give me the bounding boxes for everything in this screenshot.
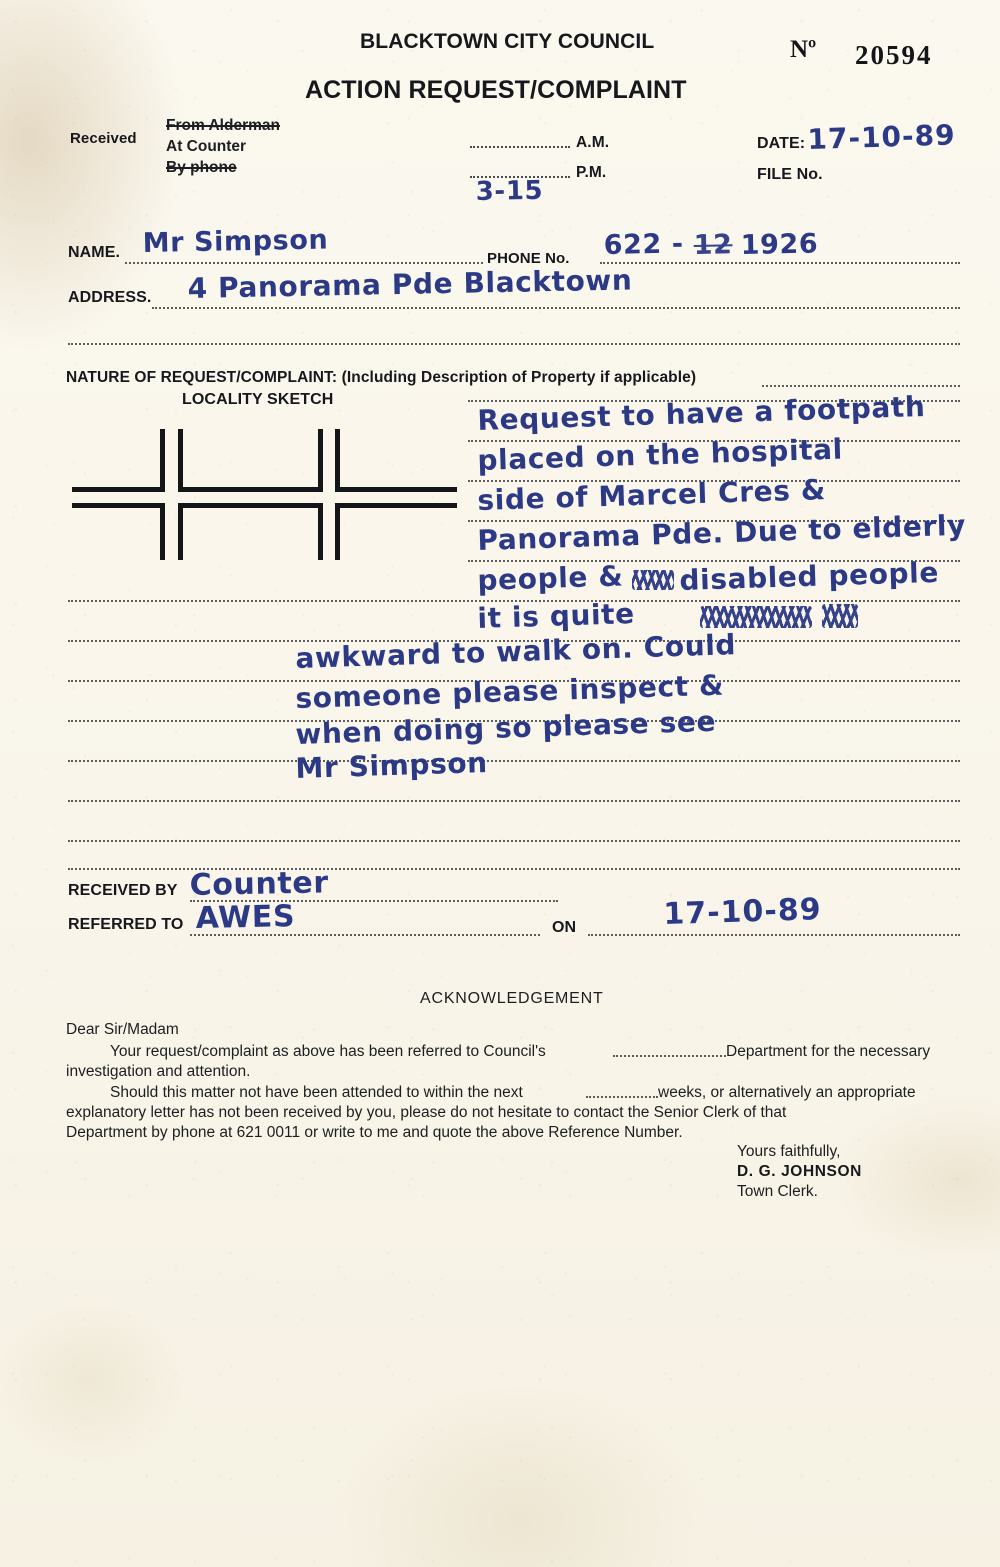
acknowledgement-heading: ACKNOWLEDGEMENT: [420, 990, 604, 1007]
phone-label: PHONE No.: [487, 250, 570, 267]
name-dotted-line: [125, 262, 483, 264]
ack-para2-part-d: Department by phone at 621 0011 or write to me and quote the above Reference Number.: [66, 1124, 683, 1141]
ack-para2-part-c: explanatory letter has not been received by you, please do not hesitate to contact the Senior Clerk of that: [66, 1104, 787, 1121]
address-value[interactable]: 4 Panorama Pde Blacktown: [187, 263, 633, 305]
address-label: ADDRESS.: [68, 289, 152, 306]
phone-value[interactable]: 622 -: [603, 228, 684, 261]
complaint-line-2[interactable]: placed on the hospital: [476, 432, 844, 477]
ack-para2-part-a: Should this matter not have been attended to within the next: [110, 1084, 523, 1101]
complaint-line-10[interactable]: Mr Simpson: [294, 745, 489, 785]
locality-sketch-label: LOCALITY SKETCH: [182, 391, 334, 408]
received-option-at-counter[interactable]: At Counter: [166, 138, 247, 155]
body-rule-11: [68, 840, 960, 842]
ack-para1-part-c: investigation and attention.: [66, 1063, 251, 1080]
body-rule-10: [68, 800, 960, 802]
ack-weeks-blank[interactable]: [586, 1096, 658, 1098]
phone-dotted-line: [600, 262, 960, 264]
nature-heading-dotted-line: [762, 385, 960, 387]
phone-value-corrected[interactable]: 1926: [740, 228, 819, 261]
complaint-line-3[interactable]: side of Marcel Cres &: [476, 473, 827, 517]
locality-sketch[interactable]: [70, 415, 460, 560]
complaint-line-8[interactable]: someone please inspect &: [294, 668, 725, 715]
am-label: A.M.: [576, 134, 610, 151]
signoff-line: Yours faithfully,: [737, 1143, 841, 1160]
signer-title: Town Clerk.: [737, 1183, 818, 1200]
crossed-out-word-2: [700, 606, 812, 628]
pm-label: P.M.: [576, 164, 607, 181]
complaint-line-4[interactable]: Panorama Pde. Due to elderly: [476, 508, 967, 557]
ack-para2-part-b: weeks, or alternatively an appropriate: [658, 1084, 916, 1101]
name-value[interactable]: Mr Simpson: [142, 224, 329, 259]
body-rule-9: [68, 760, 960, 762]
ack-para1-part-a: Your request/complaint as above has been referred to Council's: [110, 1043, 546, 1060]
complaint-line-1[interactable]: Request to have a footpath: [476, 389, 926, 437]
am-time-dotted-line: [470, 146, 570, 148]
form-title: ACTION REQUEST/COMPLAINT: [305, 76, 687, 104]
complaint-line-7[interactable]: awkward to walk on. Could: [294, 628, 737, 675]
file-number-label: FILE No.: [757, 166, 823, 183]
address-dotted-line: [152, 307, 960, 309]
complaint-line-5a[interactable]: people &: [476, 559, 624, 597]
date-value[interactable]: 17-10-89: [806, 118, 957, 156]
date-label: DATE:: [757, 135, 806, 152]
received-by-value[interactable]: Counter: [189, 865, 330, 903]
complaint-line-5b[interactable]: disabled people: [678, 555, 940, 597]
ack-para1-part-b: Department for the necessary: [726, 1043, 931, 1060]
signer-name: D. G. JOHNSON: [737, 1163, 862, 1180]
complaint-line-6a[interactable]: it is quite: [476, 597, 636, 635]
received-option-by-phone[interactable]: By phone: [166, 159, 237, 176]
address-overflow-dotted-line: [68, 343, 960, 345]
referred-to-label: REFERRED TO: [68, 916, 184, 933]
on-date-label: ON: [552, 919, 577, 936]
referred-to-value[interactable]: AWES: [195, 899, 296, 936]
nature-heading: NATURE OF REQUEST/COMPLAINT: (Including Description of Property if applicable): [66, 369, 697, 386]
form-number-value: 20594: [855, 40, 933, 70]
on-date-value[interactable]: 17-10-89: [662, 892, 823, 932]
ack-department-blank[interactable]: [613, 1055, 726, 1057]
pm-value[interactable]: 3-15: [475, 175, 544, 207]
received-option-from-alderman[interactable]: From Alderman: [166, 117, 280, 134]
complaint-line-9[interactable]: when doing so please see: [294, 704, 717, 751]
received-by-label: RECEIVED BY: [68, 882, 178, 899]
salutation: Dear Sir/Madam: [66, 1021, 179, 1038]
received-label: Received: [70, 130, 137, 147]
name-label: NAME.: [68, 244, 121, 261]
on-date-dotted-line: [588, 934, 960, 936]
crossed-out-word-1: [632, 570, 674, 590]
form-number-label: Nº: [790, 36, 817, 63]
phone-value-struck: 12: [693, 229, 733, 261]
crossed-out-word-3: [822, 604, 858, 628]
council-title: BLACKTOWN CITY COUNCIL: [360, 30, 655, 53]
